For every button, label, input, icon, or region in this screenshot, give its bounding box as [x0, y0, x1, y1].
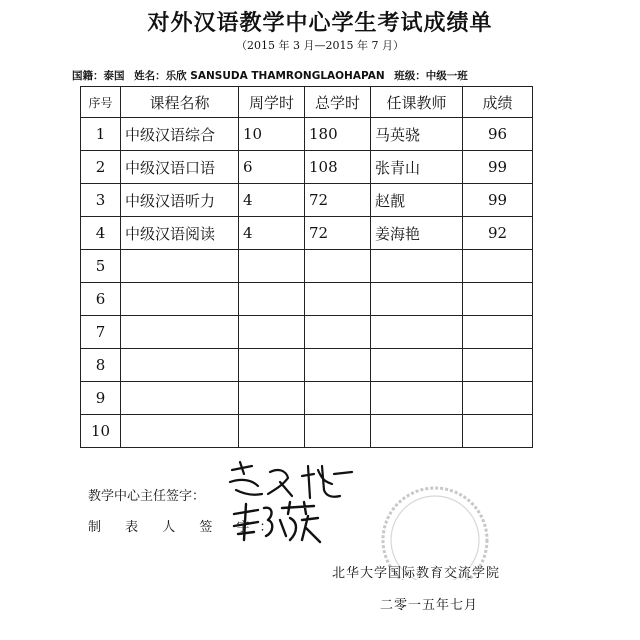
cell-total-hours: 72 — [305, 217, 371, 250]
cell-score: 99 — [463, 184, 533, 217]
issuing-institute: 北华大学国际教育交流学院 — [332, 566, 501, 581]
table-row — [81, 415, 533, 448]
cell-weekly-hours — [239, 349, 305, 382]
student-info — [72, 68, 474, 83]
table-row — [81, 118, 533, 151]
cell-course: 中级汉语阅读 — [121, 217, 239, 250]
cell-course: 中级汉语听力 — [121, 184, 239, 217]
header-score: 成绩 — [463, 87, 533, 118]
table-row — [81, 349, 533, 382]
header-weekly-hours: 周学时 — [239, 87, 305, 118]
cell-course — [121, 382, 239, 415]
cell-index: 8 — [81, 349, 121, 382]
cell-index: 10 — [81, 415, 121, 448]
cell-score — [463, 349, 533, 382]
cell-course — [121, 349, 239, 382]
grades-table — [80, 86, 533, 448]
document-period: （2015 年 3 月—2015 年 7 月） — [236, 39, 404, 52]
table-row — [81, 151, 533, 184]
director-signature — [222, 460, 362, 504]
cell-weekly-hours — [239, 382, 305, 415]
cell-teacher — [371, 382, 463, 415]
director-signature-label: 教学中心主任签字： — [88, 489, 206, 504]
cell-teacher: 姜海艳 — [371, 217, 463, 250]
issue-date: 二零一五年七月 — [380, 598, 479, 613]
header-course: 课程名称 — [121, 87, 239, 118]
cell-teacher — [371, 349, 463, 382]
cell-course — [121, 283, 239, 316]
cell-total-hours: 180 — [305, 118, 371, 151]
table-row — [81, 217, 533, 250]
cell-course: 中级汉语综合 — [121, 118, 239, 151]
document-title: 对外汉语教学中心学生考试成绩单 — [147, 10, 493, 36]
cell-course — [121, 250, 239, 283]
nationality-field: 国籍：泰国 — [72, 70, 125, 82]
cell-weekly-hours: 4 — [239, 217, 305, 250]
cell-weekly-hours — [239, 283, 305, 316]
cell-teacher: 马英骁 — [371, 118, 463, 151]
cell-teacher — [371, 250, 463, 283]
cell-index: 4 — [81, 217, 121, 250]
cell-weekly-hours: 4 — [239, 184, 305, 217]
header-teacher: 任课教师 — [371, 87, 463, 118]
header-total-hours: 总学时 — [305, 87, 371, 118]
cell-course — [121, 415, 239, 448]
preparer-signature — [228, 500, 324, 548]
cell-index: 6 — [81, 283, 121, 316]
table-row — [81, 250, 533, 283]
cell-total-hours — [305, 382, 371, 415]
cell-total-hours: 108 — [305, 151, 371, 184]
cell-teacher — [371, 283, 463, 316]
cell-weekly-hours: 10 — [239, 118, 305, 151]
cell-total-hours — [305, 415, 371, 448]
table-row — [81, 382, 533, 415]
cell-score: 92 — [463, 217, 533, 250]
cell-score — [463, 283, 533, 316]
header-index: 序号 — [81, 87, 121, 118]
cell-total-hours — [305, 283, 371, 316]
cell-teacher: 赵靓 — [371, 184, 463, 217]
cell-index: 3 — [81, 184, 121, 217]
cell-score — [463, 382, 533, 415]
preparer-signature-label: 制 表 人 签 字： — [88, 520, 283, 535]
cell-score: 99 — [463, 151, 533, 184]
student-name-field: 姓名：乐欣 SANSUDA THAMRONGLAOHAPAN — [134, 70, 385, 82]
table-row — [81, 316, 533, 349]
cell-index: 7 — [81, 316, 121, 349]
cell-score — [463, 250, 533, 283]
cell-weekly-hours — [239, 250, 305, 283]
cell-total-hours — [305, 349, 371, 382]
cell-weekly-hours — [239, 415, 305, 448]
cell-score — [463, 316, 533, 349]
cell-teacher: 张青山 — [371, 151, 463, 184]
cell-score: 96 — [463, 118, 533, 151]
cell-course — [121, 316, 239, 349]
table-header-row — [81, 87, 533, 118]
cell-index: 1 — [81, 118, 121, 151]
cell-teacher — [371, 415, 463, 448]
class-field: 班级：中级一班 — [394, 70, 468, 82]
cell-total-hours — [305, 316, 371, 349]
cell-total-hours — [305, 250, 371, 283]
table-row — [81, 283, 533, 316]
table-row — [81, 184, 533, 217]
cell-weekly-hours: 6 — [239, 151, 305, 184]
cell-teacher — [371, 316, 463, 349]
cell-total-hours: 72 — [305, 184, 371, 217]
cell-index: 5 — [81, 250, 121, 283]
cell-index: 9 — [81, 382, 121, 415]
cell-index: 2 — [81, 151, 121, 184]
cell-course: 中级汉语口语 — [121, 151, 239, 184]
cell-weekly-hours — [239, 316, 305, 349]
cell-score — [463, 415, 533, 448]
